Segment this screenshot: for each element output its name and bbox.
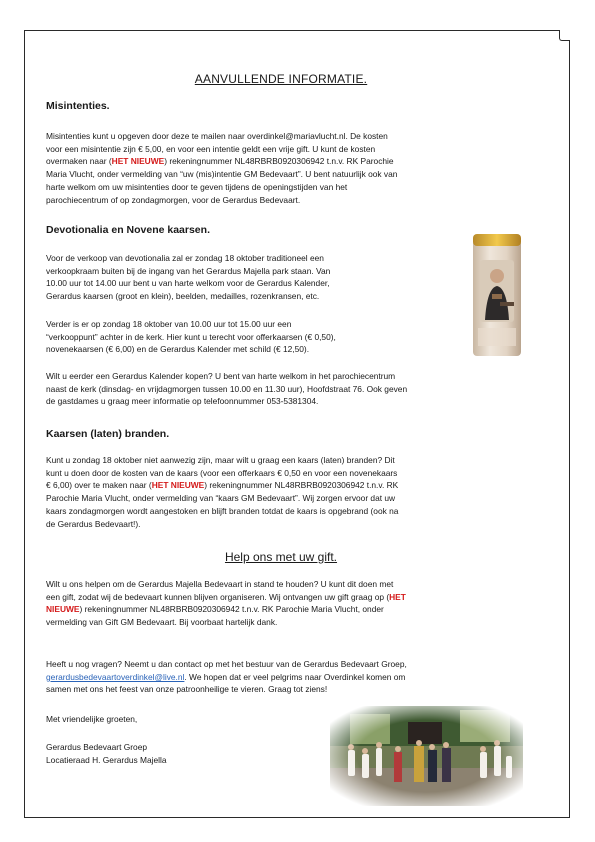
contact-paragraph: Heeft u nog vragen? Neemt u dan contact op met het bestuur van de Gerardus Bedevaart Groep, gerardusbedevaartoverdinkel@live.nl. We hopen dat er veel pelgrims naar Overdinkel komen om samen met ons het feest van onze patroonheilige te vieren. Graag tot ziens! [46, 659, 407, 695]
contact-email-link[interactable]: gerardusbedevaartoverdinkel@live.nl [46, 671, 185, 682]
kaarsen-paragraph: Kunt u zondag 18 oktober niet aanwezig zijn, maar wilt u graag een kaars (laten) branden? Dit kunt u doen door de kosten van de kaars (voor een offerkaars € 0,50 en voor een novenekaars € 6,00) over te maken naar (HET NIEUWE) rekeningnummer NL48RBRB0920306942 t.n.v. RK Parochie Maria Vlucht, onder vermelding van “kaars GM Bedevaart”. Wij zorgen ervoor dat uw kaars zondagmorgen wordt aangestoken en blijft branden totdat de kaars is opgebrand (ook na de Gerardus Bedevaart!). [46, 455, 399, 529]
devotionalia-paragraph-2: Verder is er op zondag 18 oktober van 10.00 uur tot 15.00 uur een “verkooppunt” achter in de kerk. Hier kunt u terecht voor offerkaarsen (€ 0,50), novenekaarsen (€ 6,00) en de Gerardus Kalender met schild (€ 12,50). [46, 319, 336, 355]
section-heading-help: Help ons met uw gift. [224, 550, 338, 564]
procession-photo [330, 706, 523, 806]
devotionalia-paragraph-3: Wilt u eerder een Gerardus Kalender kopen? U bent van harte welkom in het parochiecentrum naast de kerk (dinsdag- en vrijdagmorgen tussen 10.00 en 11.30 uur), Hoofdstraat 76. Ook geven de gastdames u graag meer informatie op telefoonnummer 053-5381304. [46, 371, 408, 407]
closing-signature: Gerardus Bedevaart Groep Locatieraad H. Gerardus Majella [46, 742, 167, 765]
section-heading-devotionalia: Devotionalia en Novene kaarsen. [46, 224, 210, 236]
help-paragraph: Wilt u ons helpen om de Gerardus Majella Bedevaart in stand te houden? U kunt dit doen met een gift, zodat wij de bedevaart kunnen blijven organiseren. Wij ontvangen uw gift graag op (HET NIEUWE) rekeningnummer NL48RBRB0920306942 t.n.v. RK Parochie Maria Vlucht, onder vermelding van Gift GM Bedevaart. Bij voorbaat hartelijk dank. [46, 579, 406, 628]
closing-greeting: Met vriendelijke groeten, [46, 714, 138, 724]
gerardus-candle-image [470, 232, 524, 358]
page-title: AANVULLENDE INFORMATIE. [194, 72, 368, 86]
page-corner-fold [559, 30, 570, 41]
section-heading-misintenties: Misintenties. [46, 100, 110, 112]
misintenties-paragraph: Misintenties kunt u opgeven door deze te mailen naar overdinkel@mariavlucht.nl. De kosten voor een misintentie zijn € 5,00, en voor een intentie geldt een vrije gift. U kunt de kosten overmaken naar (HET NIEUWE) rekeningnummer NL48RBRB0920306942 t.n.v. RK Parochie Maria Vlucht, onder vermelding van “uw (mis)intentie GM Bedevaart”. U bent natuurlijk ook van harte welkom om uw misintenties door te geven tijdens de openingstijden van het parochiecentrum of op zondagmorgen, voor de Gerardus Bedevaart. [46, 131, 398, 205]
section-heading-kaarsen: Kaarsen (laten) branden. [46, 428, 170, 440]
devotionalia-paragraph-1: Voor de verkoop van devotionalia zal er zondag 18 oktober traditioneel een verkoopkraam buiten bij de ingang van het Gerardus Majella park staan. Van 10.00 uur tot 14.00 uur bent u van harte welkom voor de Gerardus Kalender, Gerardus kaarsen (groot en klein), beelden, medailles, rozenkransen, etc. [46, 253, 331, 302]
